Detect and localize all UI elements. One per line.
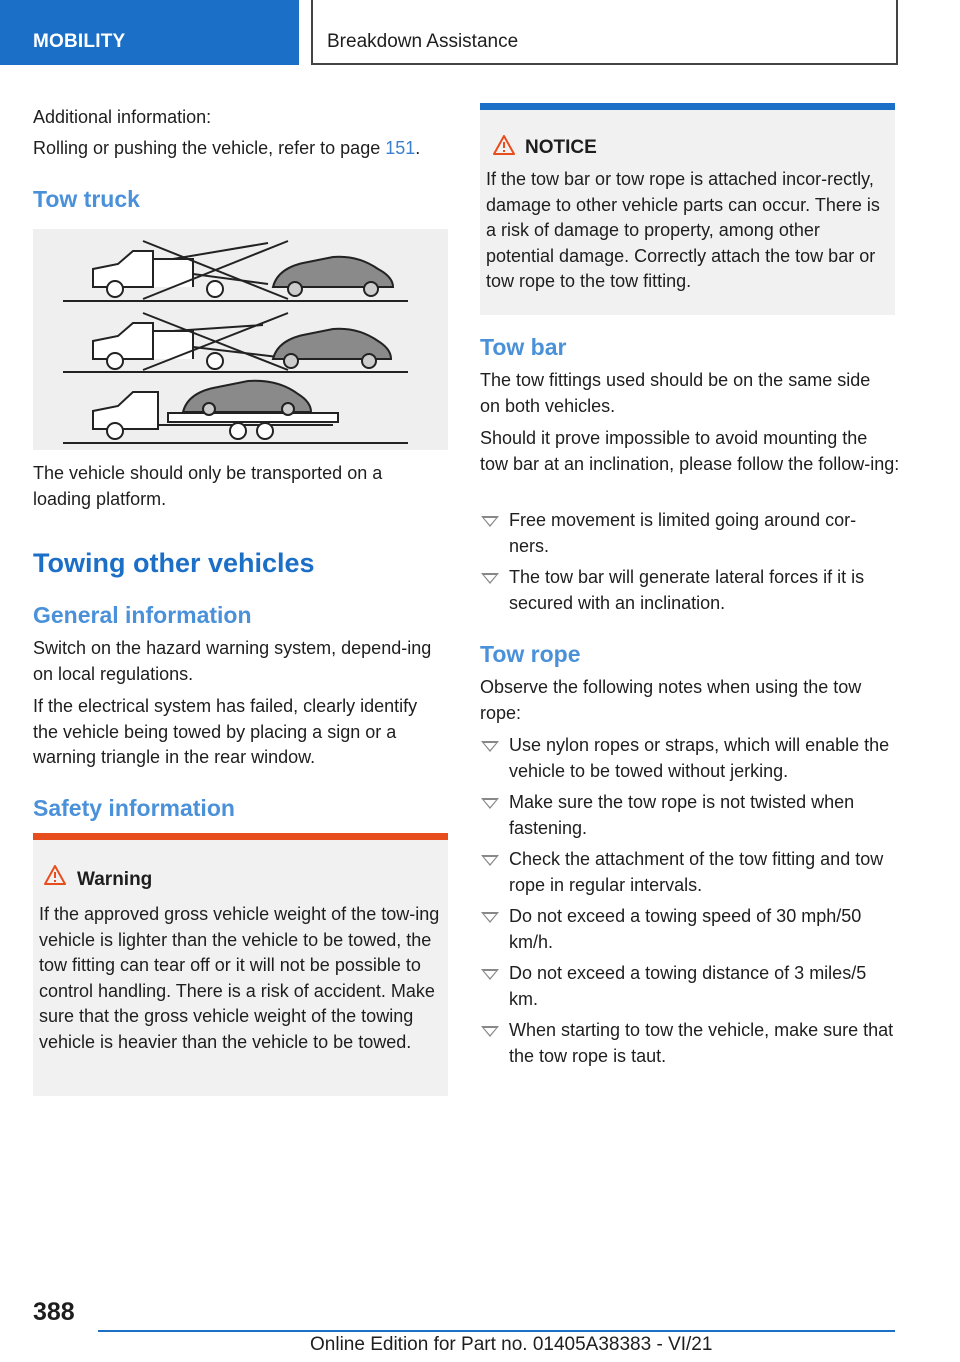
list-item: Make sure the tow rope is not twisted when fastening. bbox=[480, 790, 895, 841]
warning-triangle-icon bbox=[44, 865, 66, 885]
notice-triangle-icon bbox=[493, 135, 515, 155]
rolling-pushing-text bbox=[33, 136, 463, 162]
list-item: Do not exceed a towing speed of 30 mph/50 km/h. bbox=[480, 904, 895, 955]
tow-truck-heading: Tow truck bbox=[33, 186, 140, 212]
bullet-arrow-icon bbox=[481, 798, 499, 809]
list-item: When starting to tow the vehicle, make sure that the tow rope is taut. bbox=[480, 1018, 895, 1069]
list-item: The tow bar will generate lateral forces if it is secured with an inclination. bbox=[480, 565, 895, 616]
list-item: Use nylon ropes or straps, which will enable the vehicle to be towed without jerking. bbox=[480, 733, 895, 784]
tow-rope-paragraph: Observe the following notes when using the tow rope: bbox=[480, 677, 862, 723]
page-number: 388 bbox=[33, 1298, 75, 1326]
bullet-arrow-icon bbox=[481, 516, 499, 527]
tow-bar-paragraph-1: The tow fittings used should be on the same side on both vehicles. bbox=[480, 370, 871, 416]
section-tab bbox=[0, 0, 299, 65]
tow-rope-heading: Tow rope bbox=[480, 641, 581, 667]
footer-divider bbox=[98, 1330, 895, 1332]
tow-truck-caption: The vehicle should only be transported on a loading platform. bbox=[33, 463, 383, 509]
general-info-paragraph-1: Switch on the hazard warning system, depend-ing on local regulations. bbox=[33, 638, 432, 684]
topic-label: Breakdown Assistance bbox=[327, 31, 519, 52]
list-item: Do not exceed a towing distance of 3 miles/5 km. bbox=[480, 961, 895, 1012]
bullet-arrow-icon bbox=[481, 855, 499, 866]
rolling-text-after: . bbox=[415, 138, 421, 158]
list-item: Free movement is limited going around cor-ners. bbox=[480, 508, 895, 559]
safety-information-heading: Safety information bbox=[33, 795, 235, 821]
tow-truck-illustration bbox=[33, 229, 448, 450]
topic-header bbox=[311, 0, 898, 65]
list-item: Check the attachment of the tow fitting and tow rope in regular intervals. bbox=[480, 847, 895, 898]
tow-truck-diagram-icon bbox=[33, 229, 448, 450]
tow-rope-list bbox=[480, 733, 895, 1075]
rolling-text-before: Rolling or pushing the vehicle, refer to page bbox=[33, 138, 386, 158]
additional-info-label: Additional information: bbox=[33, 107, 212, 127]
notice-body: If the tow bar or tow rope is attached incor-rectly, damage to other vehicle parts can occur. There is a risk of damage to property, among other potential damage. Correctly attach the tow bar or tow rope to the tow fitting. bbox=[486, 169, 880, 291]
warning-title: Warning bbox=[77, 869, 153, 890]
general-information-heading: General information bbox=[33, 602, 252, 628]
warning-box bbox=[33, 833, 448, 1096]
bullet-arrow-icon bbox=[481, 912, 499, 923]
tow-bar-list bbox=[480, 508, 895, 622]
tow-bar-heading: Tow bar bbox=[480, 334, 567, 360]
general-info-paragraph-2: If the electrical system has failed, clearly identify the vehicle being towed by placing a sign or a warning triangle in the rear window. bbox=[33, 696, 418, 767]
page-reference-link[interactable]: 151 bbox=[385, 138, 416, 158]
edition-footer: Online Edition for Part no. 01405A38383 - VI/21 bbox=[310, 1334, 713, 1355]
section-tab-label: MOBILITY bbox=[33, 31, 126, 52]
towing-other-vehicles-heading: Towing other vehicles bbox=[33, 548, 315, 578]
bullet-arrow-icon bbox=[481, 573, 499, 584]
bullet-arrow-icon bbox=[481, 1026, 499, 1037]
tow-bar-paragraph-2: Should it prove impossible to avoid mounting the tow bar at an inclination, please follow the follow-ing: bbox=[480, 428, 900, 474]
notice-box bbox=[480, 103, 895, 315]
warning-body: If the approved gross vehicle weight of the tow-ing vehicle is lighter than the vehicle to be towed, the tow fitting can tear off or it will not be possible to control handling. There is a risk of accident. Make sure that the gross vehicle weight of the towing vehicle is heavier than the vehicle to be towed. bbox=[39, 904, 440, 1052]
bullet-arrow-icon bbox=[481, 969, 499, 980]
bullet-arrow-icon bbox=[481, 741, 499, 752]
notice-title: NOTICE bbox=[525, 137, 597, 158]
